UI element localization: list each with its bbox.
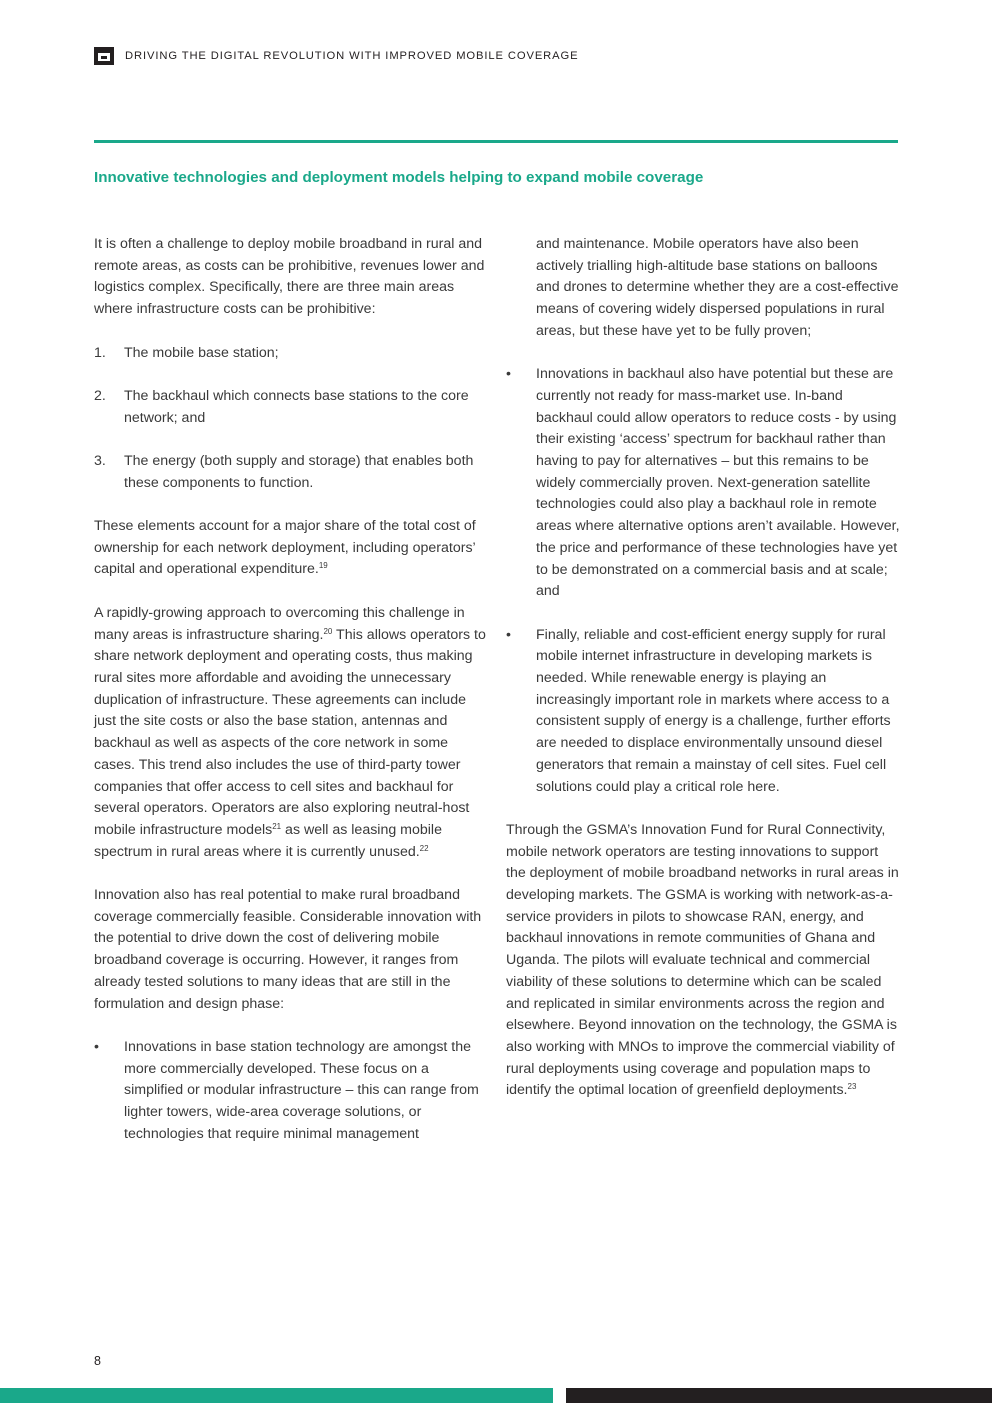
list-item-text: The backhaul which connects base stations to the core network; and — [124, 387, 469, 426]
list-item-text: The mobile base station; — [124, 344, 279, 361]
list-item — [94, 343, 488, 365]
gsma-logo-icon — [94, 47, 114, 65]
section-divider — [94, 140, 898, 143]
header-title: DRIVING THE DIGITAL REVOLUTION WITH IMPROVED MOBILE COVERAGE — [125, 50, 579, 62]
footnote-ref: 20 — [323, 626, 333, 636]
innovation-bullets-continued — [506, 364, 900, 798]
innovation-paragraph: Innovation also has real potential to make rural broadband coverage commercially feasible. Considerable innovation with the potential to drive down the cost of delivering mobile broadband coverage is occurring. However, it ranges from already tested solutions to many ideas that are still in the formulation and design phase: — [94, 887, 482, 1012]
cost-areas-list — [94, 343, 488, 495]
footer-bar-black — [566, 1388, 992, 1403]
list-item — [506, 364, 900, 603]
intro-paragraph: It is often a challenge to deploy mobile broadband in rural and remote areas, as costs can be prohibitive, revenues lower and logistics complex. Specifically, there are three main areas where infrastructure costs can be prohibitive: — [94, 236, 485, 318]
page-number: 8 — [94, 1354, 101, 1368]
list-item — [506, 625, 900, 799]
list-number: 2. — [94, 387, 106, 404]
list-item-text: Innovations in base station technology are amongst the more commercially developed. These focus on a simplified or modular infrastructure – this can range from lighter towers, wide-area coverage solutions, or technologies that require minimal management — [124, 1038, 479, 1142]
footnote-ref: 19 — [318, 561, 328, 571]
innovation-fund-paragraph: Through the GSMA’s Innovation Fund for Rural Connectivity, mobile network operators are testing innovations to support the deployment of mobile broadband networks in rural areas in developing markets. The GSMA is working with network-as-a-service providers in pilots to showcase RAN, energy, and backhaul innovations in remote communities of Ghana and Uganda. The pilots will evaluate technical and commercial viability of these solutions to determine which can be scaled and replicated in similar environments across the region and elsewhere. Beyond innovation on the technology, the GSMA is also working with MNOs to improve the commercial viability of rural deployments using coverage and population maps to identify the optimal location of greenfield deployments.$^{23}$ — [506, 821, 899, 1099]
bullet-marker: • — [94, 1038, 99, 1055]
left-column — [94, 234, 488, 1145]
cost-share-paragraph: These elements account for a major share of the total cost of ownership for each network deployment, including operators’ capital and operational expenditure.$^{19}$ — [94, 518, 476, 578]
footnote-ref: 22 — [419, 843, 429, 853]
bullet-marker: • — [506, 626, 511, 643]
footer-bar-green — [0, 1388, 553, 1403]
list-number: 3. — [94, 452, 106, 469]
page-header — [94, 47, 579, 65]
infrastructure-sharing-paragraph: A rapidly-growing approach to overcoming this challenge in many areas is infrastructure sharing.$^{20}$ This allows operators to share network deployment and operating costs, thus making rural sites more affordable and avoiding the unnecessary duplication of infrastructure. These agreements can include just the site costs or also the base station, antennas and backhaul as well as aspects of the core network in some cases. This trend also includes the use of third-party tower companies that offer access to cell sites and backhaul for several operators. Operators are also exploring neutral-host mobile infrastructure models$^{21}$ as well as leasing mobile spectrum in rural areas where it is currently unused.$^{22}$ — [94, 604, 486, 860]
bullet-continuation: and maintenance. Mobile operators have also been actively trialling high-altitude base stations on balloons and drones to determine whether they are a cost-effective means of covering widely dispersed populations in rural areas, but these have yet to be fully proven; — [536, 236, 899, 339]
right-column — [506, 234, 900, 1124]
list-number: 1. — [94, 344, 106, 361]
innovation-bullets — [94, 1037, 488, 1146]
footnote-ref: 23 — [847, 1082, 857, 1092]
list-item — [94, 451, 488, 494]
list-item-text: The energy (both supply and storage) that enables both these components to function. — [124, 452, 474, 491]
list-item — [94, 1037, 488, 1146]
section-title: Innovative technologies and deployment models helping to expand mobile coverage — [94, 169, 704, 186]
list-item-text: Innovations in backhaul also have potential but these are currently not ready for mass-market use. In-band backhaul could allow operators to reduce costs - by using their existing ‘access’ spectrum for backhaul rather than having to pay for alternatives – but this remains to be widely commercially proven. Next-generation satellite technologies could also play a backhaul role in remote areas where alternative options aren’t available. However, the price and performance of these technologies have yet to be demonstrated on a commercial basis and at scale; and — [536, 366, 900, 600]
list-item-text: Finally, reliable and cost-efficient energy supply for rural mobile internet infrastructure in developing markets is needed. While renewable energy is playing an increasingly important role in markets where access to a consistent supply of energy is a challenge, further efforts are needed to displace environmentally unsound diesel generators that remain a mainstay of cell sites. Fuel cell solutions could play a critical role here. — [536, 626, 891, 795]
list-item — [94, 386, 488, 429]
bullet-marker: • — [506, 366, 511, 383]
footnote-ref: 21 — [272, 821, 282, 831]
